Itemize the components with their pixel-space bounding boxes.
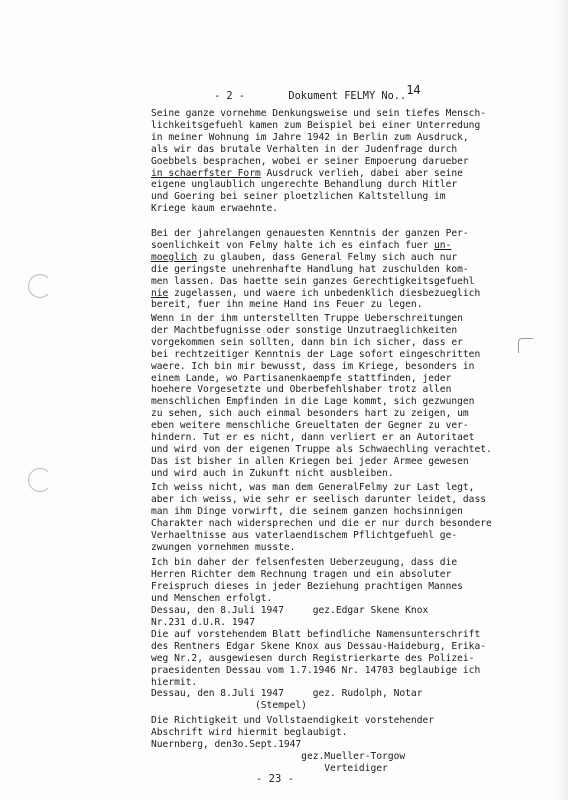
text-run: Bei der jahrelangen genauesten Kenntnis der ganzen Per- [151,228,469,239]
text-run: und wird von der eigenen Truppe als Schwaechling verachtet. [151,443,492,455]
text-run: aber ich weiss, wie sehr er seelisch darunter leidet, dass [151,493,487,505]
text-run: praesidenten Dessau vom 1.7.1946 Nr. 14703 beglaubige ich [151,664,481,676]
text-run: (Stempel) [151,700,307,712]
text-run: Ich bin daher der felsenfesten Ueberzeugung, dass die [151,557,458,568]
text-run: als wir das brutale Verhalten in der Judenfrage durch [151,143,458,155]
text-line [151,593,556,605]
text-line [151,191,556,203]
text-line [151,542,556,554]
text-run: zugelassen, und waere ich unbedenklich diesbezueglich [168,287,481,299]
text-run: eigene unglaublich ungerechte Behandlung durch Hitler [151,179,458,191]
text-line [151,629,556,641]
text-line [151,156,556,168]
text-line [151,688,556,700]
text-line [151,168,556,180]
text-run: der Machtbefugnisse oder sonstige Unzutraeglichkeiten [151,324,458,336]
text-line [151,617,556,629]
text-run: men lassen. Das haette sein ganzes Gerechtigkeitsgefuehl [151,275,475,287]
document-label: Dokument FELMY No.. [288,90,407,102]
document-header [214,83,421,102]
text-line [151,605,556,617]
text-line [151,653,556,665]
text-line [151,276,556,288]
footer-page-number: - 23 - [256,773,294,785]
text-line [151,751,556,763]
text-line [151,203,556,215]
text-line [151,288,556,300]
text-run: weg Nr.2, ausgewiesen durch Registrierkarte des Polizei- [151,652,475,664]
text-run: Verhaeltnisse aus vaterlaendischem Pflichtgefuehl ge- [151,529,458,541]
text-line [151,763,556,775]
text-run: zwungen vornehmen musste. [151,541,296,553]
text-run: Die auf vorstehendem Blatt befindliche Namensunterschrift [151,628,481,640]
text-line [151,530,556,542]
text-line [151,108,556,120]
text-run: menschlichen Empfinden in die Lage kommt, sich gezwungen [151,396,475,408]
text-run: einem Lande, wo Partisanenkaempfe stattfinden, jeder [151,372,452,384]
text-line [151,700,556,712]
text-run: lichkeitsgefuehl kamen zum Beispiel bei einer Unterredung [151,119,481,131]
text-run: Das ist bisher in allen Kriegen bei jeder Armee gewesen [151,455,469,467]
text-line [151,132,556,144]
text-line [151,408,556,420]
text-run: des Rentners Edgar Skene Knox aus Dessau-Haideburg, Erika- [151,640,487,652]
text-line [151,641,556,653]
paragraph [151,617,556,712]
text-line [151,727,556,739]
text-line [151,665,556,677]
text-run: Goebbels besprachen, wobei er seiner Empoerung darueber [151,155,469,167]
text-run: hiermit. [151,676,198,688]
text-run: bei rechtzeitiger Kenntnis der Lage sofort eingeschritten [151,348,481,360]
text-run: zu sehen, sich auch einmal besonders hart zu zeigen, um [151,408,469,420]
text-line [151,228,556,240]
text-run: soenlichkeit von Felmy halte ich es einfach fuer [151,239,435,251]
text-run: Charakter nach widersprechen und die er nur durch besondere [151,517,492,529]
text-line [151,384,556,396]
text-line [151,337,556,349]
paragraph [151,557,556,617]
text-run: Dessau, den 8.Juli 1947 gez.Edgar Skene Knox [151,604,429,616]
text-run: Ausdruck verlieh, dabei aber seine [260,167,463,179]
text-line [151,361,556,373]
paragraph [151,482,556,553]
text-line [151,518,556,530]
text-line [151,739,556,751]
text-line [151,506,556,518]
text-run: Dessau, den 8.Juli 1947 gez. Rudolph, Notar [151,688,423,700]
text-run: Seine ganze vornehme Denkungsweise und sein tiefes Mensch- [151,108,487,119]
text-run: zu glauben, dass General Felmy sich auch nur [197,251,458,263]
text-run: die geringste unehrenhafte Handlung hat zuschulden kom- [151,263,469,275]
text-run: Wenn in der ihm unterstellten Truppe Ueberschreitungen [151,313,463,324]
text-line [151,120,556,132]
text-line [151,569,556,581]
text-run: vorgekommen sein sollten, dann bin ich sicher, dass er [151,336,463,348]
underlined-text: nie [151,287,169,299]
text-line [151,420,556,432]
text-line [151,373,556,385]
document-number: 14 [406,83,421,97]
text-line [151,482,556,494]
text-line [151,179,556,191]
text-line [151,264,556,276]
text-run: in meiner Wohnung im Jahre 1942 in Berlin zum Ausdruck, [151,131,469,143]
text-line [151,715,556,727]
underlined-text: moeglich [151,251,198,263]
text-run: bereit, fuer ihn meine Hand ins Feuer zu legen. [151,299,423,311]
text-run: Nuernberg, den3o.Sept.1947 [151,738,302,750]
text-run: Ich weiss nicht, was man dem GeneralFelmy zur Last legt, [151,482,475,493]
text-line [151,252,556,264]
text-line [151,677,556,689]
text-run: waere. Ich bin mir bewusst, dass im Kriege, besonders in [151,360,475,372]
text-line [151,313,556,325]
paragraph [151,108,556,215]
underlined-text: un- [434,239,452,251]
text-line [151,468,556,480]
text-run: Herren Richter dem Rechnung tragen und ein absoluter [151,568,452,580]
text-run: Abschrift wird hiermit beglaubigt. [151,726,348,738]
text-run: Nr.231 d.U.R. 1947 [151,617,255,628]
text-line [151,299,556,311]
text-run: und Menschen erfolgt. [151,592,273,604]
text-run: gez.Mueller-Torgow [151,750,406,762]
text-run: und Goering bei seiner ploetzlichen Kaltstellung im [151,191,446,203]
text-run: Die Richtigkeit und Vollstaendigkeit vorstehender [151,715,435,726]
paragraph [151,313,556,480]
text-run: Freispruch dieses in jeder Beziehung prachtigen Mannes [151,580,463,592]
text-run: und wird auch in Zukunft nicht ausbleiben. [151,467,394,479]
text-run: Verteidiger [151,762,388,774]
header-page-number: - 2 - [214,90,245,102]
punch-hole-mark [28,468,52,492]
text-line [151,456,556,468]
punch-hole-mark [28,274,52,298]
text-line [151,494,556,506]
text-run: Kriege kaum erwaehnte. [151,203,279,215]
text-run: hindern. Tut er es nicht, dann verliert er an Autoritaet [151,432,475,444]
text-run: eben weitere menschliche Greueltaten der Gegner zu ver- [151,420,469,432]
underlined-text: in schaerfster Form [151,167,261,179]
text-line [151,240,556,252]
paragraph [151,228,556,311]
text-line [151,581,556,593]
text-line [151,144,556,156]
text-line [151,325,556,337]
text-line [151,557,556,569]
text-run: man ihm Dinge vorwirft, die seinem ganzen hochsinnigen [151,505,463,517]
text-run: hoehere Vorgesetzte und Oberbefehlshaber trotz allen [151,384,452,396]
page-edge-shadow [554,0,568,800]
text-line [151,349,556,361]
text-line [151,396,556,408]
paragraph [151,715,556,775]
text-line [151,444,556,456]
text-line [151,432,556,444]
